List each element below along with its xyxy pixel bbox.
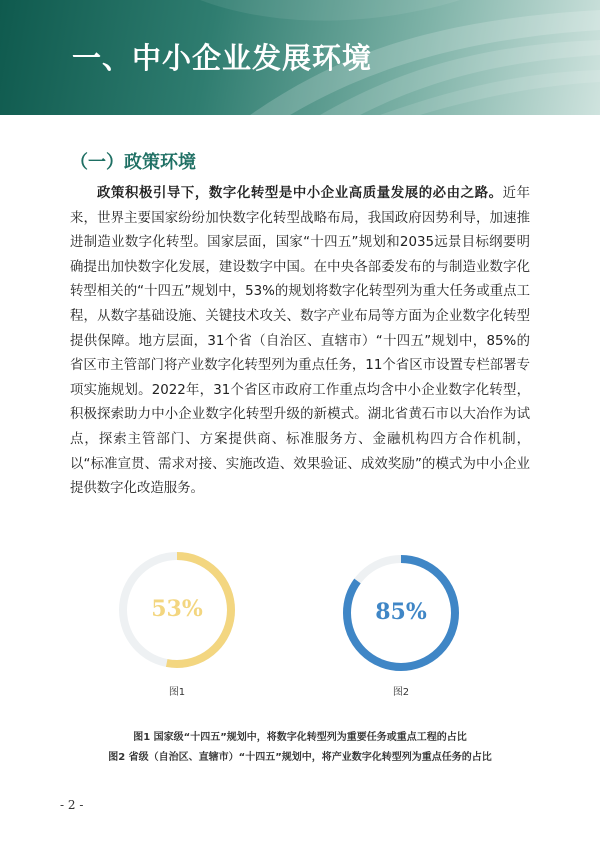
figure-label: 图2 <box>392 687 410 698</box>
header-banner <box>0 0 600 115</box>
body-text <box>70 182 530 502</box>
figure-caption-2: 图2 省级（自治区、直辖市）“十四五”规划中，将产业数字化转型列为重点任务的占比 <box>108 752 492 763</box>
ring-value: 85% <box>375 599 427 625</box>
paragraph-text: 近年来，世界主要国家纷纷加快数字化转型战略布局，我国政府因势利导，加速推进制造业数字化转型。国家层面，国家“十四五”规划和2035远景目标纲要明确提出加快数字化发展，建设数字中国。在中央各部委发布的与制造业数字化转型相关的“十四五”规划中，53%的规划将数字化转型列为重大任务或重点工程，从数字基础设施、关键技术攻关、数字产业布局等方面为企业数字化转型提供保障。地方层面，31个省（自治区、直辖市）“十四五”规划中，85%的省区市主管部门将产业数字化转型列为重点任务，11个省区市设置专栏部署专项实施规划。2022年，31个省区市政府工作重点均含中小企业数字化转型，积极探索助力中小企业数字化转型升级的新模式。湖北省黄石市以大冶作为试点，探索主管部门、方案提供商、标准服务方、金融机构四方合作机制，以“标准宣贯、需求对接、实施改造、效果验证、成效奖励”的模式为中小企业提供数字化改造服务。 <box>70 186 531 497</box>
ring-chart-53 <box>117 550 237 670</box>
lead-sentence: 政策积极引导下，数字化转型是中小企业高质量发展的必由之路。 <box>97 186 503 201</box>
section-title: （一）政策环境 <box>70 152 196 173</box>
ring-chart-85 <box>341 553 461 673</box>
page-number: - 2 - <box>60 798 84 812</box>
figure-caption-1: 图1 国家级“十四五”规划中，将数字化转型列为重要任务或重点工程的占比 <box>133 732 467 743</box>
figure-label: 图1 <box>168 687 186 698</box>
body-paragraph <box>70 182 530 502</box>
ring-value: 53% <box>151 596 203 622</box>
page-title: 一、中小企业发展环境 <box>72 41 373 75</box>
